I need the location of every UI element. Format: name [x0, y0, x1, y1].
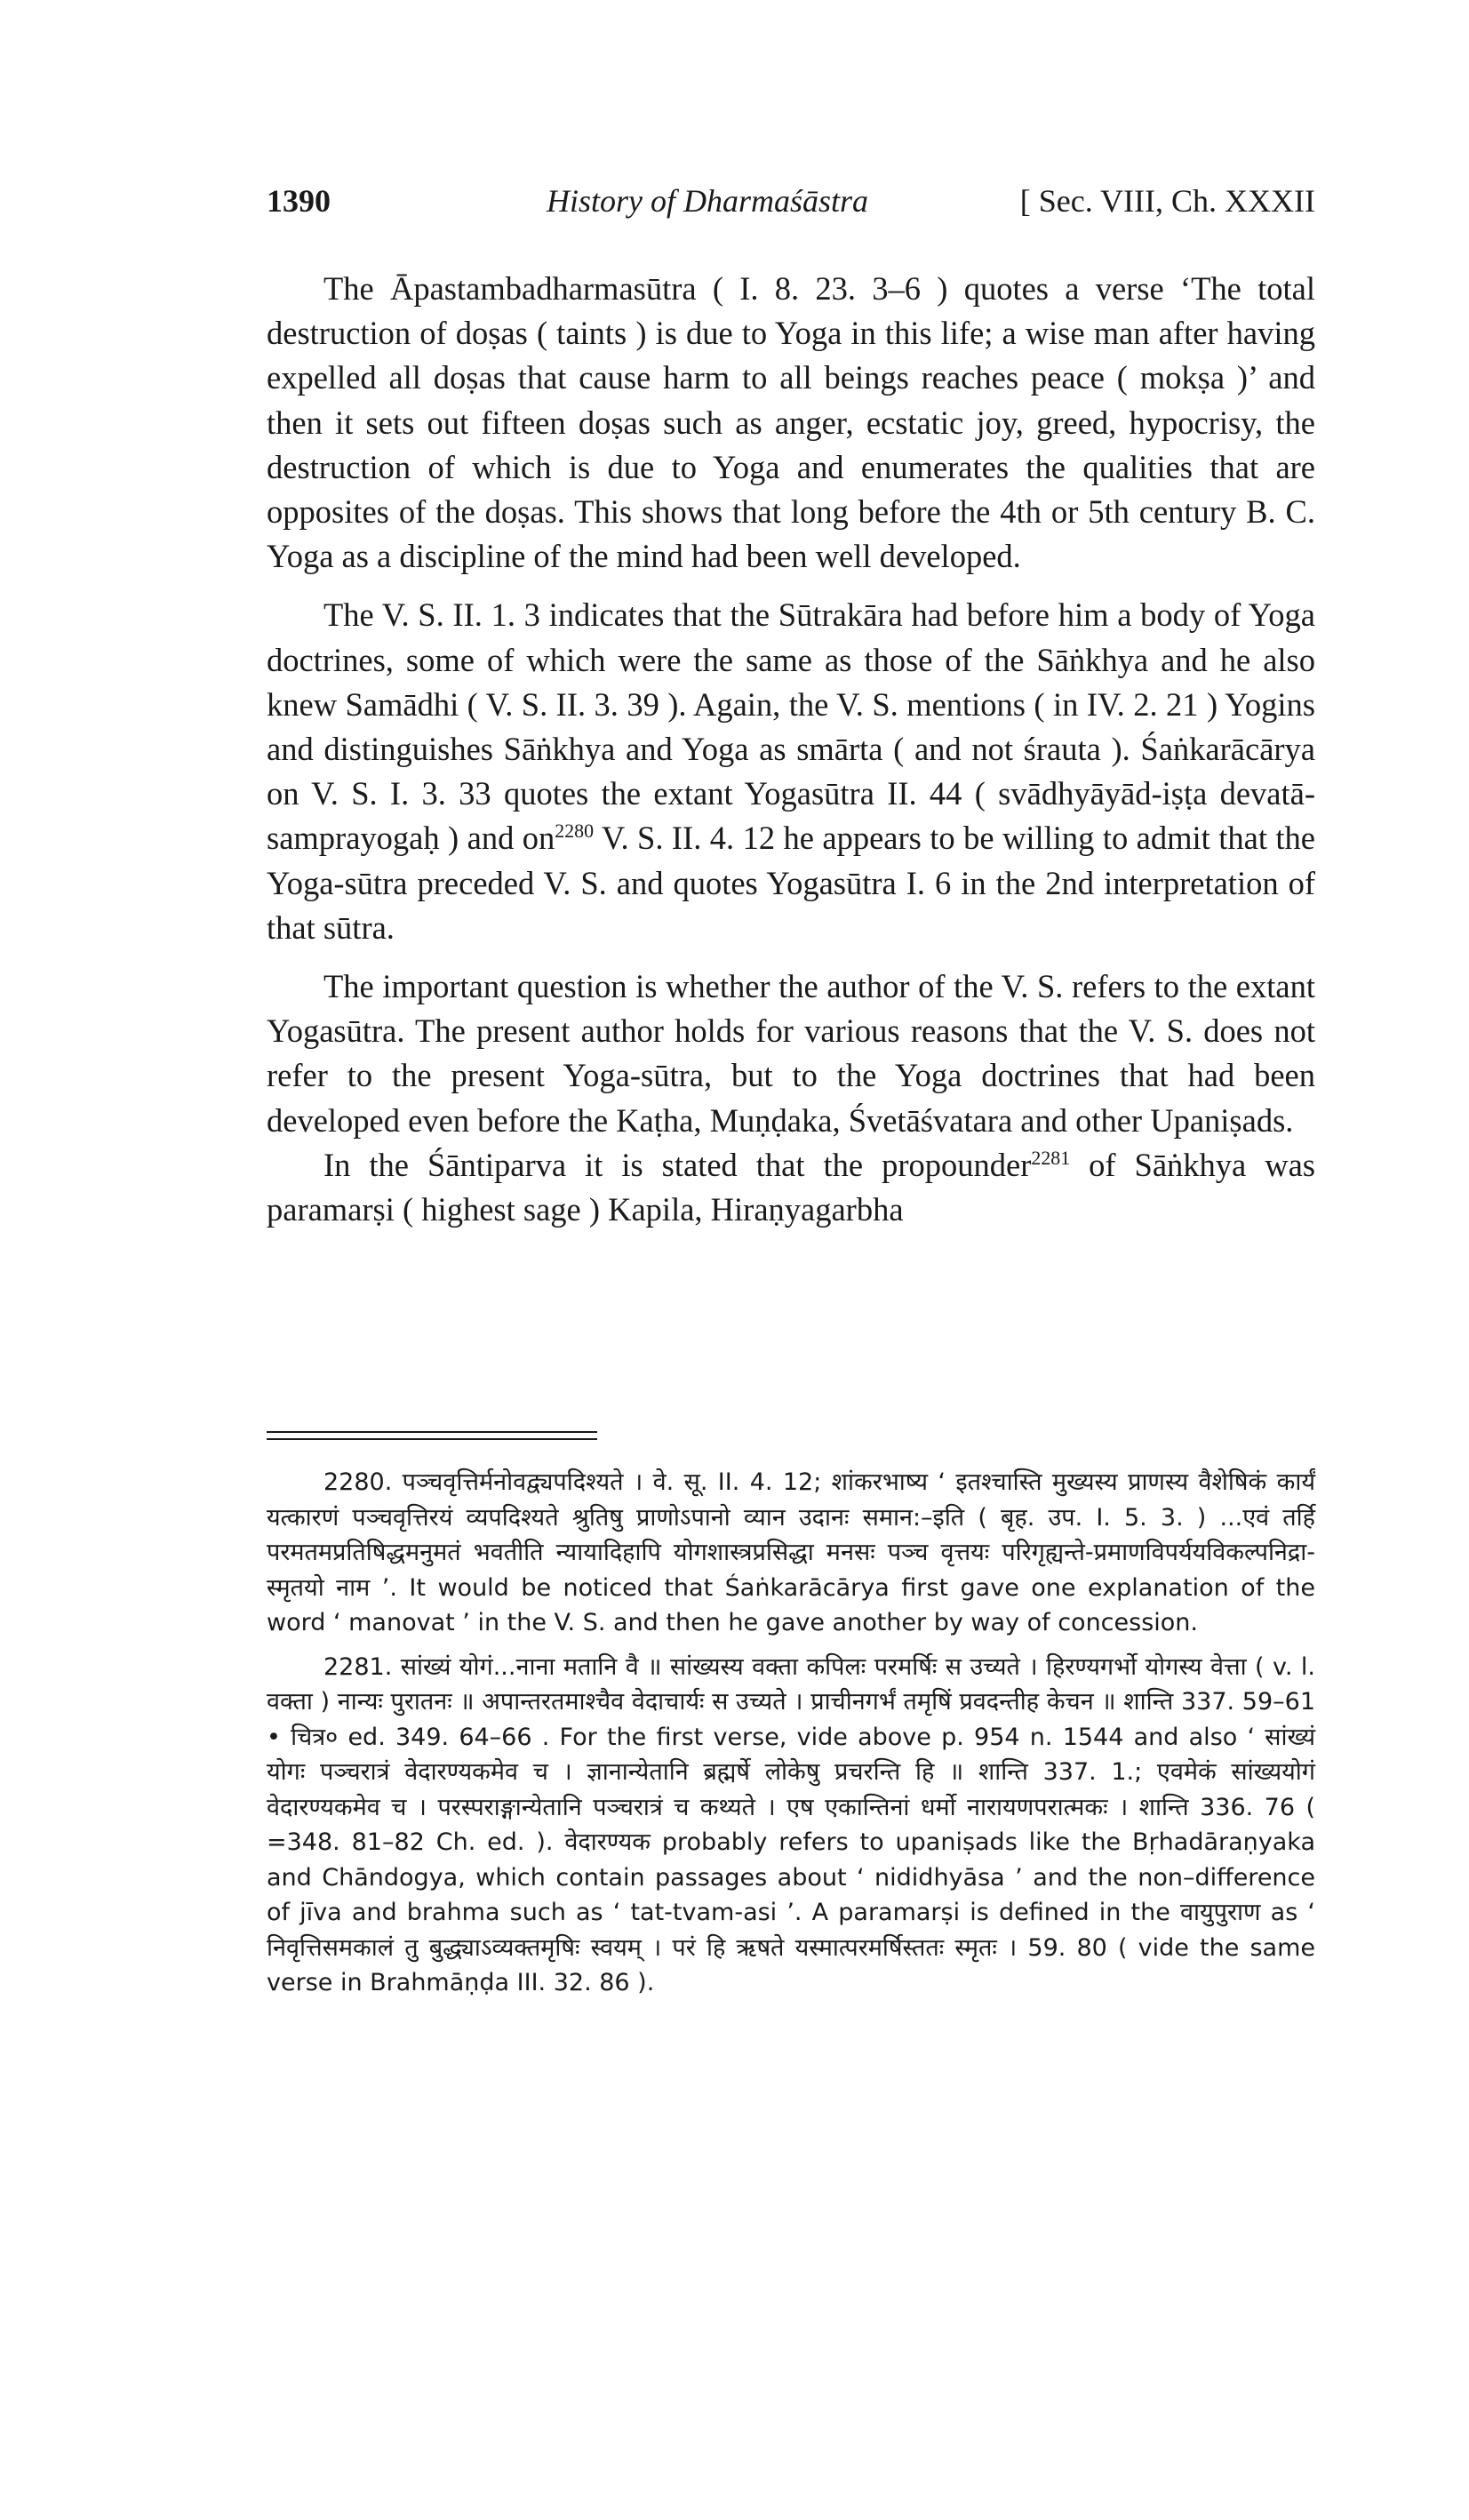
paragraph-apastamba: The Āpastambadharmasūtra ( I. 8. 23. 3–6 ) quotes a verse ‘The total destruction of doṣas ( taints ) is due to Yoga in this life; a wise man after having expelled all doṣas that cause harm to all beings reaches peace ( mokṣa )’ and then it sets out fifteen doṣas such as anger, ecstatic joy, greed, hypocrisy, the destruction of which is due to Yoga and enumerates the qualities that are opposites of the doṣas. This shows that long before the 4th or 5th century B. C. Yoga as a discipline of the mind had been well developed. [267, 270, 1315, 575]
footnote-2281: 2281. सांख्यं योगं...नाना मतानि वै ॥ सांख्यस्य वक्ता कपिलः परमर्षिः स उच्यते । हिरण्यगर्भो योगस्य वेत्ता ( v. l. वक्ता ) नान्यः पुरातनः ॥ अपान्तरतमाश्चैव वेदाचार्यः स उच्यते । प्राचीनगर्भं तमृषिं प्रवदन्तीह केचन ॥ शान्ति 337. 59–61 • चित्र० ed. 349. 64–66 . For the first verse, vide above p. 954 n. 1544 and also ‘ सांख्यं योगः पञ्चरात्रं वेदारण्यकमेव च । ज्ञानान्येतानि ब्रह्मर्षे लोकेषु प्रचरन्ति हि ॥ शान्ति 337. 1.; एवमेकं सांख्ययोगं वेदारण्यकमेव च । परस्पराङ्गान्येतानि पञ्चरात्रं च कथ्यते । एष एकान्तिनां धर्मो नारायणपरात्मकः । शान्ति 336. 76 ( =348. 81–82 Ch. ed. ). वेदारण्यक probably refers to upaniṣads like the Bṛhadāraṇyaka and Chāndogya, which contain passages about ‘ nididhyāsa ’ and the non–difference of jīva and brahma such as ‘ tat-tvam-asi ’. A paramarṣi is defined in the वायुपुराण as ‘ निवृत्तिसमकालं तु बुद्ध्याऽव्यक्तमृषिः स्वयम् । परं हि ऋषते यस्मात्परमर्षिस्ततः स्मृतः । 59. 80 ( vide the same verse in Brahmāṇḍa III. 32. 86 ). [267, 1652, 1315, 1996]
footnotes [267, 1465, 1315, 2010]
footnote-2280: 2280. पञ्चवृत्तिर्मनोवद्व्यपदिश्यते । वे. सू. II. 4. 12; शांकरभाष्य ‘ इतश्चास्ति मुख्यस्य प्राणस्य वैशेषिकं कार्यं यत्कारणं पञ्चवृत्तिरयं व्यपदिश्यते श्रुतिषु प्राणोऽपानो व्यान उदानः समान:–इति ( बृह. उप. I. 5. 3. ) ...एवं तर्हि परमतमप्रतिषिद्धमनुमतं भवतीति न्यायादिहापि योगशास्त्रप्रसिद्धा मनसः पञ्च वृत्तयः परिगृह्यन्ते-प्रमाणविपर्ययविकल्पनिद्रा-स्मृतयो नाम ’. It would be noticed that Śaṅkarācārya first gave one explanation of the word ‘ manovat ’ in the V. S. and then he gave another by way of concession. [267, 1468, 1315, 1636]
paragraph-vs-yoga [267, 593, 1315, 950]
main-text [267, 267, 1315, 1246]
footnote-rule [267, 1431, 597, 1433]
paragraph-text: V. S. II. 4. 12 he appears to be willing to admit that the Yoga-sūtra preceded V. S. and quotes Yogasūtra I. 6 in the 2nd interpretation of that sūtra. [267, 820, 1315, 946]
running-title: History of Dharmaśāstra [547, 183, 869, 219]
footnote-ref-2281[interactable]: 2281 [1031, 1146, 1071, 1169]
section-label: [ Sec. VIII, Ch. XXXII [1019, 183, 1315, 219]
paragraph-santiparva [267, 1143, 1315, 1232]
paragraph-text: of Sāṅkhya was paramarṣi ( highest sage ) Kapila, Hiraṇyagarbha [267, 1146, 1315, 1228]
page-number: 1390 [267, 183, 331, 219]
running-header [267, 182, 1315, 236]
paragraph-text: In the Śāntiparva it is stated that the propounder [323, 1146, 1032, 1183]
footnote-rule [267, 1438, 597, 1440]
paragraph-text: The V. S. II. 1. 3 indicates that the Sūtrakāra had before him a body of Yoga doctrines, some of which were the same as those of the Sāṅkhya and he also knew Samādhi ( V. S. II. 3. 39 ). Again, the V. S. mentions ( in IV. 2. 21 ) Yogins and distinguishes Sāṅkhya and Yoga as smārta ( and not śrauta ). Śaṅkarācārya on V. S. I. 3. 33 quotes the extant Yogasūtra II. 44 ( svādhyāyād-iṣṭa devatā-samprayogaḥ ) and on [267, 596, 1315, 857]
footnote-ref-2280[interactable]: 2280 [555, 820, 595, 843]
paragraph-question: The important question is whether the author of the V. S. refers to the extant Yogasūtra. The present author holds for various reasons that the V. S. does not refer to the present Yoga-sūtra, but to the Yoga doctrines that had been developed even before the Kaṭha, Muṇḍaka, Śvetāśvatara and other Upaniṣads. [267, 968, 1315, 1139]
